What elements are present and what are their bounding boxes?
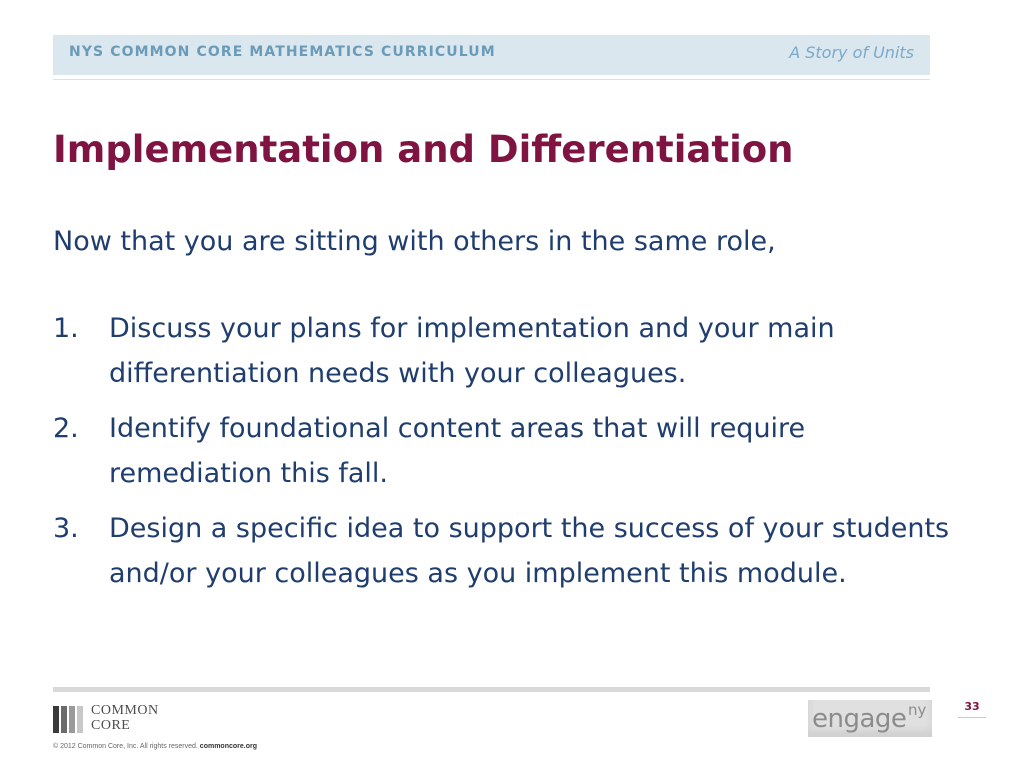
copyright-link[interactable]: commoncore.org xyxy=(199,743,257,750)
page-number: 33 xyxy=(964,700,980,713)
step-number: 3. xyxy=(53,513,79,544)
curriculum-subtitle: A Story of Units xyxy=(789,43,914,62)
common-core-logo-icon xyxy=(53,703,183,737)
header-divider xyxy=(53,79,930,80)
logo-line-1: COMMON xyxy=(91,703,159,718)
step-number: 2. xyxy=(53,413,79,444)
common-core-wordmark xyxy=(91,703,159,733)
step-text: Design a specific idea to support the success of your students and/or your colleagues as you implement this module. xyxy=(109,513,950,589)
step-text: Discuss your plans for implementation and your main differentiation needs with your colleagues. xyxy=(109,313,835,389)
intro-text: Now that you are sitting with others in the same role, xyxy=(53,226,776,257)
steps-list xyxy=(53,306,963,606)
engage-ny-superscript: ny xyxy=(908,701,927,719)
common-core-bars-icon xyxy=(53,706,85,733)
copyright-notice xyxy=(53,743,257,750)
step-number: 1. xyxy=(53,313,79,344)
curriculum-title: NYS COMMON CORE MATHEMATICS CURRICULUM xyxy=(69,44,496,60)
list-item xyxy=(53,306,963,396)
engage-ny-logo-icon xyxy=(808,700,932,737)
curriculum-header xyxy=(53,35,930,75)
logo-line-2: CORE xyxy=(91,718,131,733)
footer-divider xyxy=(53,687,930,692)
page-number-underline xyxy=(958,717,986,718)
copyright-text: © 2012 Common Core, Inc. All rights reserved. xyxy=(53,743,198,750)
list-item xyxy=(53,506,963,596)
step-text: Identify foundational content areas that will require remediation this fall. xyxy=(109,413,806,489)
slide-title: Implementation and Differentiation xyxy=(53,128,794,171)
engage-wordmark: engage xyxy=(812,704,907,734)
list-item xyxy=(53,406,963,496)
